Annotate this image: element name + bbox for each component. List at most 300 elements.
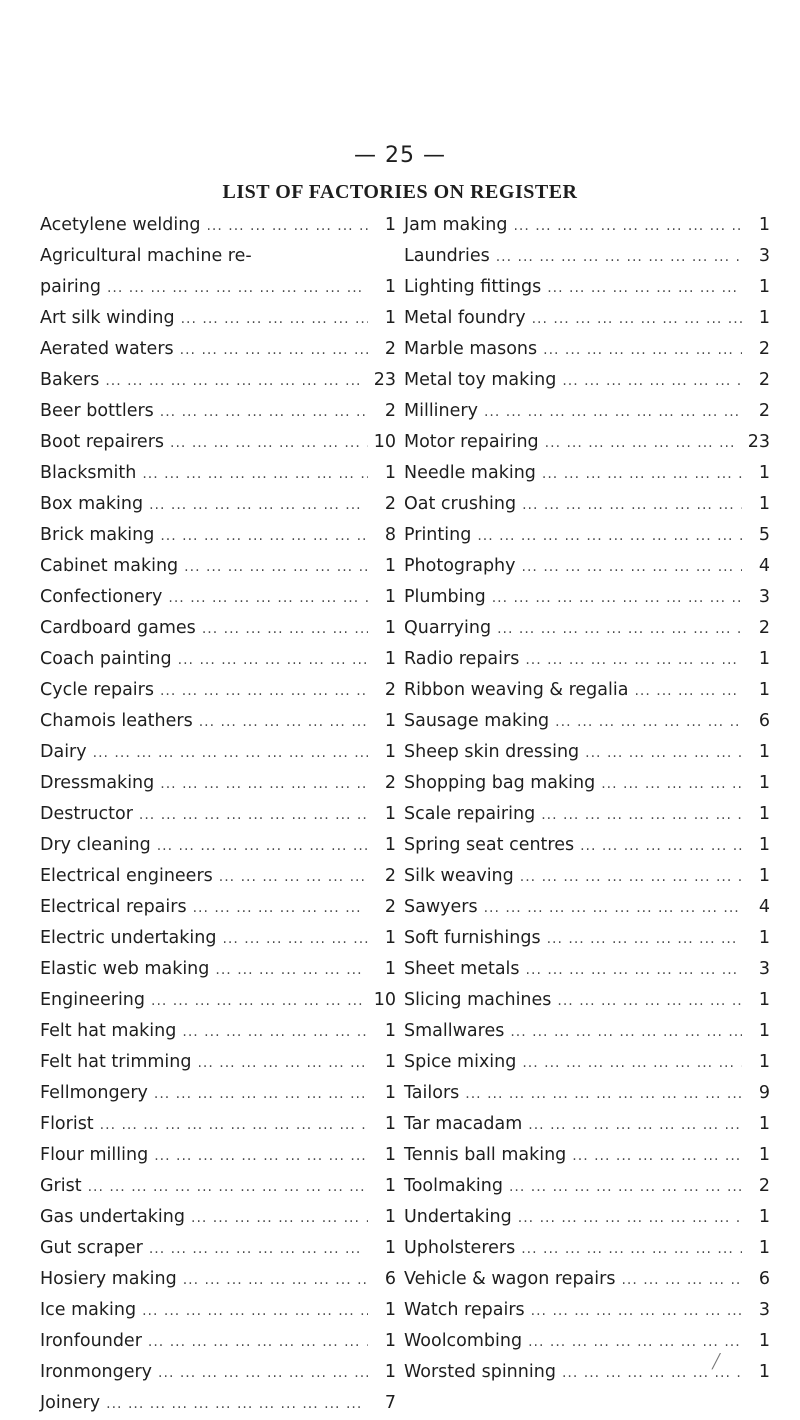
factory-list-row	[404, 954, 770, 985]
dot-leader	[160, 521, 368, 552]
dot-leader	[520, 862, 742, 893]
factory-count: 3	[758, 959, 770, 979]
factory-type-name: Shopping bag making	[404, 773, 596, 793]
dot-leader	[513, 211, 742, 242]
factory-list-row	[40, 1233, 396, 1264]
factory-type-name: Ribbon weaving & regalia	[404, 680, 629, 700]
factory-type-name: Box making	[40, 494, 144, 514]
dot-leader	[572, 1141, 742, 1172]
factory-count: 2	[758, 370, 770, 390]
factory-type-name: Florist	[40, 1114, 94, 1134]
factory-type-name: Gut scraper	[40, 1238, 143, 1258]
factory-type-name: Metal foundry	[404, 308, 526, 328]
factory-list-row	[404, 830, 770, 861]
dot-leader	[202, 614, 368, 645]
dot-leader	[149, 1234, 368, 1265]
factory-type-name: Worsted spinning	[404, 1362, 556, 1382]
factory-list-row	[404, 644, 770, 675]
factory-list-row	[40, 303, 396, 334]
dot-leader	[182, 1017, 368, 1048]
dot-leader	[219, 862, 368, 893]
dot-leader	[518, 1203, 742, 1234]
dot-leader	[497, 614, 742, 645]
factory-type-name: Undertaking	[404, 1207, 512, 1227]
factory-count: 23	[747, 432, 770, 452]
dot-leader	[547, 924, 742, 955]
factory-count: 1	[758, 835, 770, 855]
factory-type-name: Felt hat making	[40, 1021, 177, 1041]
factory-count: 1	[384, 587, 396, 607]
factory-list-row	[40, 520, 396, 551]
factory-count: 1	[758, 680, 770, 700]
factory-type-name: Grist	[40, 1176, 82, 1196]
factory-list-row	[40, 1202, 396, 1233]
factory-list-row	[404, 1326, 770, 1357]
factory-count: 1	[758, 1114, 770, 1134]
factory-type-name: Tar macadam	[404, 1114, 523, 1134]
dot-leader	[222, 924, 368, 955]
factory-type-name: Bakers	[40, 370, 100, 390]
dot-leader	[107, 273, 368, 304]
factory-type-name: Quarrying	[404, 618, 492, 638]
factory-type-name: Ice making	[40, 1300, 137, 1320]
factory-count: 1	[758, 773, 770, 793]
factory-count: 6	[758, 711, 770, 731]
dot-leader	[158, 1358, 368, 1389]
dot-leader	[526, 955, 742, 986]
factory-list-row	[40, 737, 396, 768]
factory-list-row	[40, 1357, 396, 1388]
factory-list-row	[404, 892, 770, 923]
dot-leader	[465, 1079, 742, 1110]
dot-leader	[521, 1234, 742, 1265]
factory-type-name: Millinery	[404, 401, 478, 421]
factory-list-row	[404, 365, 770, 396]
dot-leader	[541, 800, 742, 831]
factory-count: 2	[384, 401, 396, 421]
factory-list-row	[40, 830, 396, 861]
dot-leader	[555, 707, 742, 738]
factory-list-row	[40, 1295, 396, 1326]
factory-type-name: pairing	[40, 277, 101, 297]
factory-list-row	[404, 396, 770, 427]
pencil-tick-mark: ╱	[712, 1354, 721, 1370]
factory-count: 1	[384, 1021, 396, 1041]
factory-type-name: Spring seat centres	[404, 835, 575, 855]
factory-count: 1	[384, 215, 396, 235]
factory-type-name: Sausage making	[404, 711, 550, 731]
factory-list-row	[404, 861, 770, 892]
factory-type-name: Destructor	[40, 804, 133, 824]
factory-type-name: Printing	[404, 525, 472, 545]
factory-list-row	[404, 1233, 770, 1264]
factory-type-name: Ironmongery	[40, 1362, 153, 1382]
factory-count: 1	[758, 1052, 770, 1072]
factory-count: 2	[384, 494, 396, 514]
factory-type-name: Sheet metals	[404, 959, 520, 979]
factory-count: 1	[758, 494, 770, 514]
factory-count: 9	[758, 1083, 770, 1103]
factory-count: 1	[384, 742, 396, 762]
dot-leader	[484, 893, 742, 924]
dot-leader	[149, 490, 368, 521]
factory-count: 5	[758, 525, 770, 545]
factory-type-name: Boot repairers	[40, 432, 165, 452]
factory-type-name: Upholsterers	[404, 1238, 516, 1258]
factory-list-row	[404, 985, 770, 1016]
factory-count: 8	[384, 525, 396, 545]
dot-leader	[477, 521, 742, 552]
factory-list-left-column	[40, 210, 396, 1419]
factory-count: 1	[758, 1021, 770, 1041]
factory-list-row	[40, 1016, 396, 1047]
factory-type-name: Needle making	[404, 463, 536, 483]
dot-leader	[197, 1048, 368, 1079]
factory-list-row	[40, 1047, 396, 1078]
factory-list-row	[404, 210, 770, 241]
factory-list-row	[404, 489, 770, 520]
factory-list-row	[40, 799, 396, 830]
factory-count: 6	[384, 1269, 396, 1289]
factory-count: 3	[758, 587, 770, 607]
factory-count: 1	[384, 1362, 396, 1382]
dot-leader	[532, 304, 742, 335]
factory-list-row	[404, 241, 770, 272]
dot-leader	[157, 831, 368, 862]
factory-type-name: Motor repairing	[404, 432, 539, 452]
factory-type-name: Spice mixing	[404, 1052, 517, 1072]
factory-list-row	[404, 582, 770, 613]
factory-count: 1	[758, 1238, 770, 1258]
factory-type-name: Brick making	[40, 525, 155, 545]
dot-leader	[522, 1048, 742, 1079]
dot-leader	[522, 552, 742, 583]
factory-count: 1	[758, 928, 770, 948]
factory-list-row	[40, 644, 396, 675]
factory-count: 1	[758, 277, 770, 297]
dot-leader	[105, 366, 367, 397]
factory-list-row	[40, 706, 396, 737]
factory-type-name: Electrical repairs	[40, 897, 187, 917]
factory-list-row	[40, 582, 396, 613]
factory-count: 23	[373, 370, 396, 390]
factory-count: 1	[758, 1207, 770, 1227]
factory-list-row	[404, 613, 770, 644]
dot-leader	[160, 676, 368, 707]
factory-list-row	[40, 396, 396, 427]
page-title: LIST OF FACTORIES ON REGISTER	[222, 181, 578, 203]
factory-type-name: Jam making	[404, 215, 508, 235]
factory-type-name: Electrical engineers	[40, 866, 213, 886]
factory-list-row	[40, 427, 396, 458]
dot-leader	[148, 1327, 368, 1358]
dot-leader	[93, 738, 368, 769]
dot-leader	[562, 366, 742, 397]
factory-count: 2	[384, 339, 396, 359]
factory-count: 2	[384, 773, 396, 793]
factory-count: 1	[384, 277, 396, 297]
dot-leader	[154, 1079, 368, 1110]
factory-count: 6	[758, 1269, 770, 1289]
factory-list-row	[404, 799, 770, 830]
factory-type-name: Smallwares	[404, 1021, 505, 1041]
factory-count: 1	[758, 649, 770, 669]
factory-list-row	[40, 675, 396, 706]
factory-list-row	[404, 520, 770, 551]
factory-count: 1	[384, 618, 396, 638]
factory-type-name: Tennis ball making	[404, 1145, 567, 1165]
dot-leader	[509, 1172, 742, 1203]
factory-count: 1	[384, 928, 396, 948]
factory-list-row	[40, 458, 396, 489]
factory-count: 1	[384, 959, 396, 979]
factory-list-row	[404, 334, 770, 365]
factory-count: 1	[384, 556, 396, 576]
dot-leader	[585, 738, 742, 769]
factory-type-name: Chamois leathers	[40, 711, 193, 731]
dot-leader	[510, 1017, 742, 1048]
dot-leader	[496, 242, 742, 273]
factory-type-name: Agricultural machine re-	[40, 246, 252, 266]
factory-list-row	[404, 1109, 770, 1140]
factory-count: 1	[758, 804, 770, 824]
dot-leader	[199, 707, 368, 738]
factory-count: 1	[758, 463, 770, 483]
factory-type-name: Lighting fittings	[404, 277, 542, 297]
dot-leader	[522, 490, 742, 521]
factory-type-name: Dairy	[40, 742, 87, 762]
factory-list-row	[40, 272, 396, 303]
dot-leader	[206, 211, 368, 242]
dot-leader	[142, 459, 368, 490]
factory-list-row	[40, 365, 396, 396]
factory-type-name: Dressmaking	[40, 773, 155, 793]
factory-count: 2	[384, 866, 396, 886]
factory-type-name: Beer bottlers	[40, 401, 154, 421]
factory-type-name: Toolmaking	[404, 1176, 503, 1196]
factory-type-name: Fellmongery	[40, 1083, 148, 1103]
dot-leader	[184, 552, 368, 583]
factory-type-name: Felt hat trimming	[40, 1052, 192, 1072]
factory-count: 1	[384, 1052, 396, 1072]
factory-list-right-column	[404, 210, 770, 1388]
factory-type-name: Woolcombing	[404, 1331, 523, 1351]
factory-type-name: Slicing machines	[404, 990, 552, 1010]
factory-list-row	[404, 1171, 770, 1202]
factory-type-name: Scale repairing	[404, 804, 536, 824]
factory-count: 1	[384, 649, 396, 669]
factory-type-name: Confectionery	[40, 587, 163, 607]
factory-list-row	[40, 613, 396, 644]
factory-type-name: Acetylene welding	[40, 215, 201, 235]
factory-type-name: Silk weaving	[404, 866, 514, 886]
factory-count: 1	[384, 1176, 396, 1196]
factory-type-name: Vehicle & wagon repairs	[404, 1269, 616, 1289]
dot-leader	[139, 800, 368, 831]
dot-leader	[168, 583, 368, 614]
factory-type-name: Aerated waters	[40, 339, 174, 359]
factory-type-name: Electric undertaking	[40, 928, 217, 948]
factory-count: 1	[384, 1083, 396, 1103]
dot-leader	[545, 428, 742, 459]
factory-list-row	[40, 489, 396, 520]
factory-type-name: Cycle repairs	[40, 680, 154, 700]
factory-type-name: Watch repairs	[404, 1300, 525, 1320]
factory-type-name: Radio repairs	[404, 649, 520, 669]
factory-count: 1	[384, 1207, 396, 1227]
factory-list-row	[404, 706, 770, 737]
factory-list-row	[404, 1202, 770, 1233]
factory-count: 1	[384, 308, 396, 328]
factory-list-row	[404, 675, 770, 706]
dot-leader	[621, 1265, 742, 1296]
factory-list-row	[40, 241, 396, 272]
factory-type-name: Plumbing	[404, 587, 486, 607]
factory-list-row	[404, 1016, 770, 1047]
factory-type-name: Sheep skin dressing	[404, 742, 580, 762]
factory-type-name: Cabinet making	[40, 556, 179, 576]
dot-leader	[88, 1172, 368, 1203]
dot-leader	[100, 1110, 368, 1141]
factory-list-row	[40, 923, 396, 954]
factory-list-row	[40, 1326, 396, 1357]
factory-count: 1	[758, 1362, 770, 1382]
factory-type-name: Art silk winding	[40, 308, 175, 328]
factory-list-row	[40, 768, 396, 799]
dot-leader	[634, 676, 742, 707]
factory-list-row	[404, 737, 770, 768]
dot-leader	[183, 1265, 368, 1296]
dot-leader	[525, 645, 742, 676]
dot-leader	[106, 1389, 368, 1420]
factory-list-row	[404, 1078, 770, 1109]
factory-count: 10	[373, 990, 396, 1010]
factory-list-row	[404, 303, 770, 334]
factory-type-name: Gas undertaking	[40, 1207, 185, 1227]
factory-type-name: Ironfounder	[40, 1331, 142, 1351]
dot-leader	[528, 1110, 742, 1141]
dot-leader	[528, 1327, 742, 1358]
factory-list-row	[40, 1171, 396, 1202]
factory-count: 1	[758, 1145, 770, 1165]
factory-count: 7	[384, 1393, 396, 1413]
factory-list-row	[40, 210, 396, 241]
factory-list-row	[40, 985, 396, 1016]
factory-count: 1	[384, 1145, 396, 1165]
factory-count: 1	[384, 463, 396, 483]
factory-list-row	[40, 1109, 396, 1140]
factory-type-name: Cardboard games	[40, 618, 196, 638]
factory-count: 1	[758, 1331, 770, 1351]
factory-list-row	[404, 551, 770, 582]
factory-count: 1	[758, 866, 770, 886]
factory-list-row	[40, 861, 396, 892]
factory-count: 1	[384, 711, 396, 731]
factory-count: 1	[384, 1331, 396, 1351]
factory-list-row	[404, 1047, 770, 1078]
dot-leader	[178, 645, 368, 676]
factory-type-name: Engineering	[40, 990, 145, 1010]
factory-list-row	[404, 272, 770, 303]
dot-leader	[547, 273, 742, 304]
dot-leader	[531, 1296, 742, 1327]
factory-count: 10	[373, 432, 396, 452]
factory-list-row	[40, 551, 396, 582]
factory-type-name: Photography	[404, 556, 516, 576]
dot-leader	[181, 304, 368, 335]
factory-count: 2	[384, 680, 396, 700]
page-number: — 25 —	[354, 143, 446, 168]
factory-type-name: Marble masons	[404, 339, 538, 359]
factory-type-name: Dry cleaning	[40, 835, 151, 855]
factory-count: 1	[384, 804, 396, 824]
dot-leader	[601, 769, 742, 800]
factory-list-row	[404, 923, 770, 954]
factory-count: 2	[758, 618, 770, 638]
dot-leader	[542, 459, 742, 490]
factory-type-name: Coach painting	[40, 649, 172, 669]
dot-leader	[215, 955, 368, 986]
factory-list-row	[40, 954, 396, 985]
factory-count: 1	[384, 835, 396, 855]
factory-list-row	[404, 427, 770, 458]
factory-type-name: Laundries	[404, 246, 490, 266]
factory-type-name: Oat crushing	[404, 494, 517, 514]
factory-count: 1	[758, 308, 770, 328]
factory-type-name: Flour milling	[40, 1145, 149, 1165]
factory-count: 4	[758, 556, 770, 576]
factory-count: 1	[758, 742, 770, 762]
dot-leader	[492, 583, 742, 614]
factory-count: 3	[758, 246, 770, 266]
factory-type-name: Soft furnishings	[404, 928, 541, 948]
dot-leader	[154, 1141, 368, 1172]
factory-type-name: Joinery	[40, 1393, 101, 1413]
factory-list-row	[404, 1140, 770, 1171]
factory-count: 4	[758, 897, 770, 917]
dot-leader	[580, 831, 742, 862]
factory-list-row	[40, 1140, 396, 1171]
dot-leader	[543, 335, 742, 366]
factory-type-name: Metal toy making	[404, 370, 557, 390]
factory-count: 1	[758, 215, 770, 235]
factory-type-name: Hosiery making	[40, 1269, 177, 1289]
factory-count: 2	[384, 897, 396, 917]
factory-count: 3	[758, 1300, 770, 1320]
dot-leader	[191, 1203, 368, 1234]
factory-list-row	[404, 768, 770, 799]
dot-leader	[180, 335, 368, 366]
factory-count: 1	[758, 990, 770, 1010]
factory-type-name: Tailors	[404, 1083, 460, 1103]
factory-list-row	[404, 1295, 770, 1326]
factory-count: 2	[758, 1176, 770, 1196]
dot-leader	[160, 769, 368, 800]
factory-type-name: Blacksmith	[40, 463, 137, 483]
factory-list-row	[40, 1078, 396, 1109]
factory-list-row	[40, 1264, 396, 1295]
dot-leader	[557, 986, 742, 1017]
dot-leader	[193, 893, 368, 924]
dot-leader	[160, 397, 368, 428]
factory-type-name: Elastic web making	[40, 959, 210, 979]
factory-type-name: Sawyers	[404, 897, 478, 917]
factory-count: 1	[384, 1114, 396, 1134]
factory-list-row	[40, 892, 396, 923]
dot-leader	[142, 1296, 368, 1327]
factory-count: 2	[758, 339, 770, 359]
factory-list-row	[404, 1264, 770, 1295]
